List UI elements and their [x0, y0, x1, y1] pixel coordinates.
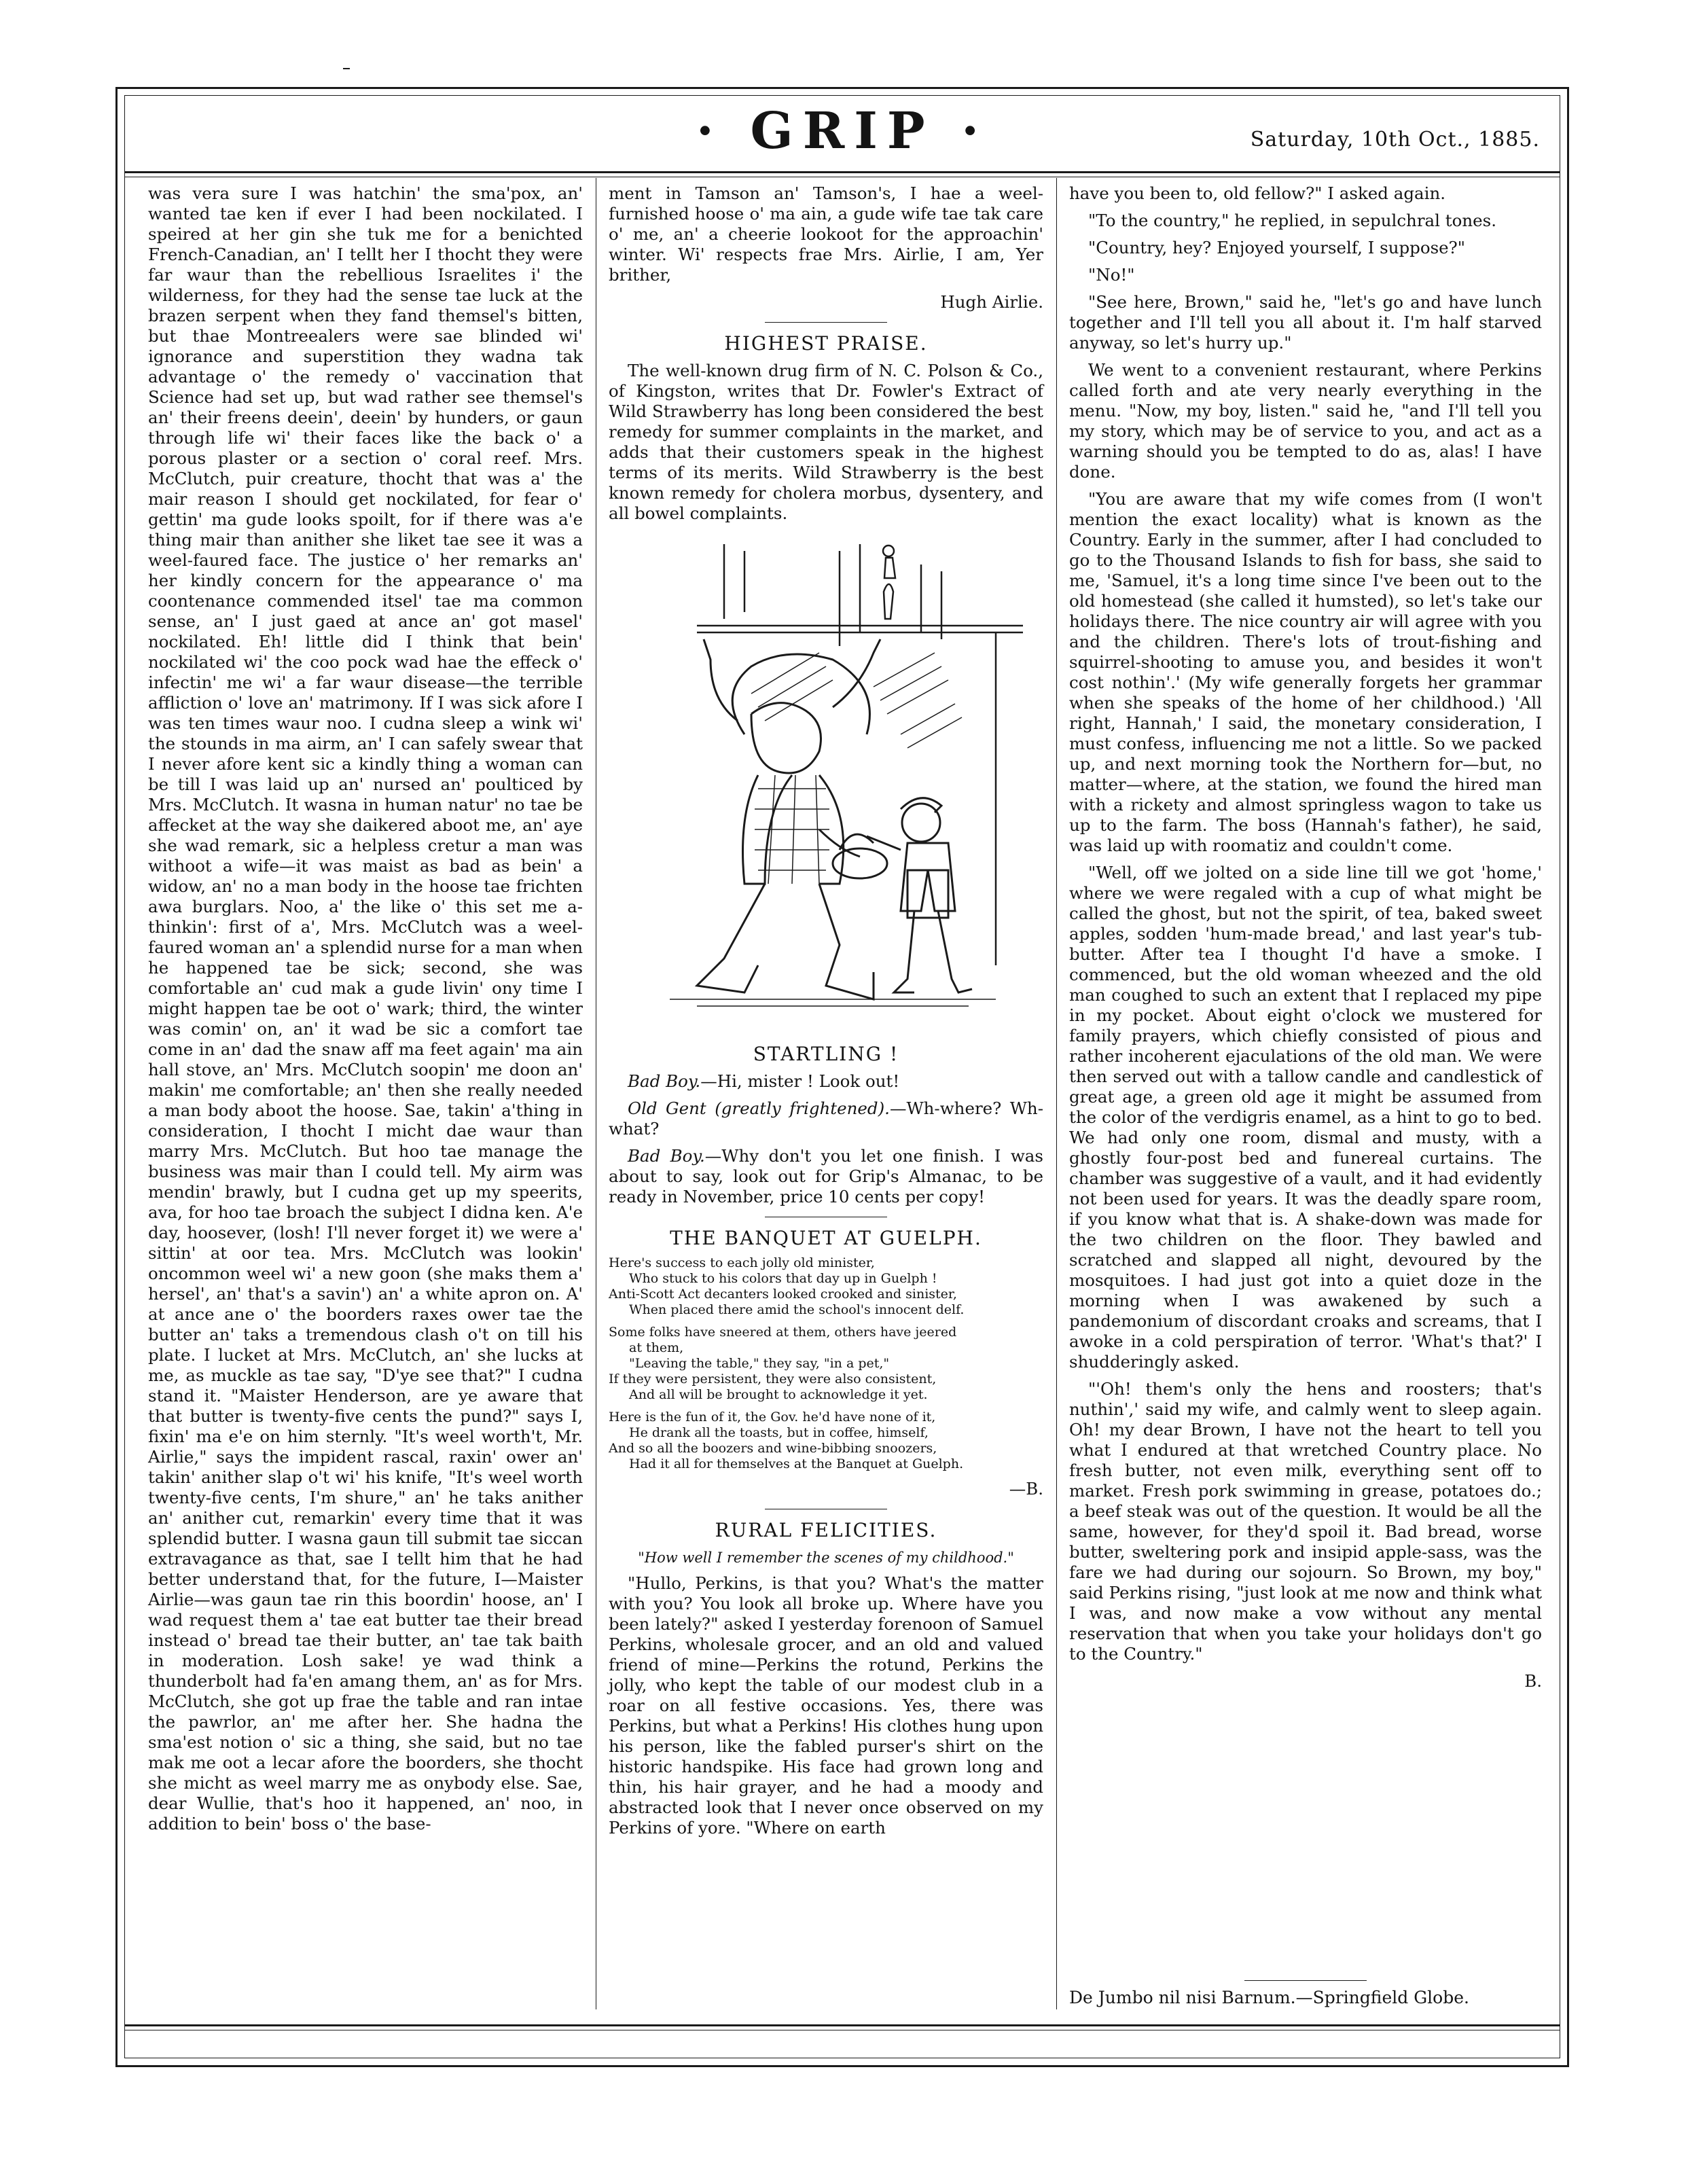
praise-heading: HIGHEST PRAISE.: [724, 332, 928, 355]
section-divider: [1244, 1980, 1367, 1981]
poem-line: at them,: [629, 1340, 684, 1355]
masthead: [124, 95, 1560, 170]
story-paragraph: "To the country," he replied, in sepulchral tones.: [1088, 211, 1497, 230]
footer-rule: [124, 2024, 1560, 2026]
letter-signature: Hugh Airlie.: [940, 292, 1043, 312]
story-paragraph: "You are aware that my wife comes from (I won't mention the exact locality) what is known as the Country. Early in the summer, after I had concluded to go to the Thousand Islands to fish for bass, she said to me, 'Samuel, it's a long time since I've been out to the old homestead (she called it humsted), so let's take our holidays there. The nice country air will agree with you and the children. There's lots of trout-fishing and squirrel-shooting to amuse you, and besides it won't cost nothin'.' (My wife generally forgets her grammar when she speaks of the home of her childhood.) 'All right, Hannah,' I said, the monetary consideration, I must confess, influencing me not a little. So we packed up, and next morning took the Northern for—but, no matter—where, at the station, we found the hired man with a rickety and almost springless wagon to take us up to the farm. The boss (Hannah's father), he said, was laid up with roomatiz and couldn't come.: [1069, 489, 1542, 855]
story-paragraph: "Country, hey? Enjoyed yourself, I suppose?": [1088, 238, 1466, 257]
story-paragraph: have you been to, old fellow?" I asked again.: [1069, 183, 1446, 203]
cartoon-dialogue-line: [609, 1146, 1043, 1207]
publication-title: · GRIP ·: [696, 102, 988, 160]
poem-line: And so all the boozers and wine-bibbing snoozers,: [609, 1441, 937, 1456]
rural-heading: RURAL FELICITIES.: [715, 1519, 937, 1541]
poem-line: "Leaving the table," they say, "in a pet,": [629, 1356, 890, 1371]
poem-stanza: [609, 1255, 1043, 1318]
column-divider: [1056, 178, 1057, 2009]
poem-line: Here is the fun of it, the Gov. he'd have none of it,: [609, 1410, 936, 1425]
poem-stanza: [609, 1325, 1043, 1403]
page-nick-mark: [343, 68, 350, 75]
poem-line: Some folks have sneered at them, others have jeered: [609, 1325, 957, 1340]
story-paragraph: "See here, Brown," said he, "let's go and have lunch together and I'll tell you all about it. I'm half starved anyway, so let's hurry up.": [1069, 292, 1542, 353]
rural-subtitle: "How well I remember the scenes of my childhood.": [638, 1550, 1014, 1566]
rural-paragraph: "Hullo, Perkins, is that you? What's the matter with you? You look all broke up. Where have you been lately?" asked I yesterday forenoon of Samuel Perkins, wholesale grocer, and an old and valued friend of mine—Perkins the rotund, Perkins the jolly, who kept the table of our modest club in a roar on all festive occasions. Yes, there was Perkins, but what a Perkins! His clothes hung upon his person, like the fabled purser's shirt on the historic handspike. His face had grown long and thin, his hair grayer, and he had a moody and abstracted look that I never once observed on my Perkins of yore. "Where on earth: [609, 1573, 1043, 1838]
footnote-quip: [1069, 1980, 1542, 2008]
cartoon-dialogue-line: [609, 1071, 1043, 1092]
poem-line: And all will be brought to acknowledge it yet.: [629, 1387, 928, 1402]
dialogue-speaker: Bad Boy.: [628, 1146, 705, 1166]
story-paragraph: "No!": [1088, 265, 1135, 285]
column-left: [148, 183, 583, 1841]
poem-line: Anti-Scott Act decanters looked crooked and sinister,: [609, 1287, 957, 1302]
article-paragraph: ment in Tamson an' Tamson's, I hae a weel-furnished hoose o' ma ain, a gude wife tae tak care o' me, an' a cheerie lookoot for the approachin' winter. Wi' respects frae Mrs. Airlie, I am, Yer brither,: [609, 183, 1043, 285]
cartoon-caption: STARTLING !: [753, 1043, 899, 1065]
cartoon-dialogue-line: [609, 1098, 1043, 1139]
column-right: [1069, 183, 1542, 1698]
banquet-heading: THE BANQUET AT GUELPH.: [670, 1227, 982, 1249]
masthead-rule: [124, 171, 1560, 173]
poem-signature: —B.: [1009, 1479, 1043, 1499]
issue-date: Saturday, 10th Oct., 1885.: [1250, 128, 1540, 151]
dialogue-text: —Wh-where? Wh-what?: [609, 1098, 1043, 1139]
dialogue-speaker: Bad Boy.: [628, 1071, 701, 1091]
dialogue-text: —Why don't you let one finish. I was about to say, look out for Grip's Almanac, to be ready in November, price 10 cents per copy!: [609, 1146, 1043, 1206]
poem-line: Who stuck to his colors that day up in Guelph !: [629, 1271, 937, 1286]
story-paragraph: "Well, off we jolted on a side line till we got 'home,' where we were regaled with a cup of what might be called the ghost, but not the spirit, of tea, baked sweet apples, sodden 'hum-made bread,' and last year's tub-butter. After tea I thought I'd have a smoke. I commenced, but the old woman wheezed and the old man coughed to such an extent that I replaced my pipe in my pocket. About eight o'clock we mustered for family prayers, which chiefly consisted of pious and rather incoherent ejaculations of the old man. We were then served out with a tallow candle and candlestick of great age, a green old age it might be assumed from the color of the verdigris enamel, as a hint to go to bed. We had only one room, dismal and musty, with a ghostly four-post bed and funereal curtains. The chamber was suggestive of a vault, and it had evidently not been used for years. It was the deadly spare room, if you know what that is. A shake-down was made for the two children on the floor. They bawled and scratched and slapped all night, devoured by the mosquitoes. I had just got into a quiet doze in the morning when I was awakened by such a pandemonium of discordant croaks and screams, that I awoke in a cold perspiration of terror. 'What's that?' I shudderingly asked.: [1069, 863, 1542, 1372]
poem-line: He drank all the toasts, but in coffee, himself,: [629, 1425, 929, 1440]
story-paragraph: We went to a convenient restaurant, where Perkins called forth and ate very nearly everything in the menu. "Now, my boy, listen." said he, "and I'll tell you my story, which may be of service to you, and act as a warning should you be tempted to do as, alas! I have done.: [1069, 360, 1542, 482]
dialogue-speaker: Old Gent (greatly frightened).: [628, 1098, 890, 1118]
column-middle: [609, 183, 1043, 1845]
story-paragraph: "'Oh! them's only the hens and roosters; that's nuthin',' said my wife, and calmly went to sleep again. Oh! my dear Brown, I have not the heart to tell you what I endured at that wretched Country place. No fresh butter, not even milk, everything sent off to market. Fresh pork swimming in grease, potatoes do.; a beef steak was out of the question. It would be all the same, however, for they'd spoil it. Bad bread, worse butter, sweltering pork and insipid apple-sass, was the fare we had during our sojourn. So Brown, my boy," said Perkins rising, "just look at me now and think what I was, and now make a vow without any mental reservation that when you take your holidays don't go to the Country.": [1069, 1379, 1542, 1664]
startling-cartoon: [615, 531, 1037, 1033]
story-signature: B.: [1524, 1671, 1542, 1691]
section-divider: [765, 322, 887, 323]
poem-line: When placed there amid the school's innocent delf.: [629, 1302, 965, 1317]
dialogue-text: —Hi, mister ! Look out!: [700, 1071, 900, 1091]
article-paragraph: was vera sure I was hatchin' the sma'pox, an' wanted tae ken if ever I had been nockilated. I speired at her gin she tuk me for a benichted French-Canadian, an' I tellt her I thocht they were far waur than the rebellious Israelites i' the wilderness, for they had the sense tae luck at the brazen serpent when they fand themsel's bitten, but thae Montreealers were sae blinded wi' ignorance and superstition they wadna tak advantage o' the remedy o' vaccination that Science had set up, but wad rather see themsel's an' their freens deein', deein' by hunders, or gaun through life wi' their faces like the back o' a porous plaster or a section o' coral reef. Mrs. McClutch, puir creature, thocht that was a' the mair reason I should get nockilated, for fear o' gettin' ma gude looks spoilt, for if there was a'e thing mair than anither she liket tae see it was a weel-faured face. The justice o' her remarks an' her kindly concern for the appearance o' ma coontenance commended itsel' tae ma common sense, an' I just gaed at ance an' got masel' nockilated. Eh! little did I think that bein' nockilated wi' the coo pock wad hae the effeck o' infectin' me wi' a far waur disease—the terrible affliction o' love an' matrimony. If I was sick afore I was ten times waur noo. I cudna sleep a wink wi' the stounds in ma airm, an' I can safely swear that I never afore kent sic a kindly thing a woman can be till I was laid up an' nursed an' poulticed by Mrs. McClutch. It wasna in human natur' no tae be affecket at the way she daikered aboot me, an' aye she wad remark, sic a helpless cretur a man was withoot a wife—it was maist as bad as bein' a widow, an' no a man body in the hoose tae frichten awa burglars. Noo, a' the like o' this set me a-thinkin': first of a', Mrs. McClutch was a weel-faured woman an' a splendid nurse for a man when he happened tae be sick; second, she was comfortable an' cud mak a gude livin' ony time I might happen tae be oot o' wark; third, the winter was comin' on, an' it wad be sic a comfort tae come in an' dad the snaw aff ma feet again' ma ain hall stove, an' Mrs. McClutch soopin' me doon an' makin' me comfortable; an' then she really needed a man body aboot the hoose. Sae, takin' a'thing in consideration, I thocht I micht dae waur than marry Mrs. McClutch. But hoo tae manage the business was mair than I could tell. My airm was mendin' brawly, but I cudna get up my speerits, ava, for hoo tae broach the subject I didna ken. A'e day, hoosever, (losh! I'll never forget it) we were a' sittin' at oor tea. Mrs. McClutch was lookin' oncommon weel wi' a new goon (she maks them a' hersel', an' that's a savin') an' a white apron on. A' at ance ane o' the boorders raxes ower tae the butter an' taks a tremendous clash o't on till his plate. I lucket at Mrs. McClutch, an' she lucks at me, as muckle as tae say, "D'ye see that?" I cudna stand it. "Maister Henderson, are ye aware that that butter is twenty-five cents the pund?" says I, fixin' ma e'e on him sternly. "It's weel worth't, Mr. Airlie," says the impident rascal, raxin' ower an' takin' anither slap o't wi' his knife, "It's weel worth twenty-five cents, I'm shure," an' he taks anither an' anither cut, remarkin' every time that it was splendid butter. I wasna gaun till submit tae siccan extravagance as that, sae I tellt him that he had better understand that, for the future, I—Maister Airlie—was gaun tae rin this boordin' hoose, an' I wad request them a' tae eat butter tae their bread instead o' bread tae their butter, an' tae tak baith in moderation. Losh sake! ye wad think a thunderbolt had fa'en amang them, an' as for Mrs. McClutch, she got up frae the table and ran intae the pawrlor, an' me after her. She hadna the sma'est notion o' sic a thing, she said, but no tae mak me oot a lecar afore the boorders, she thocht she micht as weel marry me as onybody else. Sae, dear Wullie, that's hoo it happened, an' noo, in addition to bein' boss o' the base-: [148, 183, 583, 1833]
poem-line: Here's success to each jolly old minister,: [609, 1255, 875, 1270]
praise-paragraph: The well-known drug firm of N. C. Polson & Co., of Kingston, writes that Dr. Fowler's Extract of Wild Strawberry has long been considered the best remedy for summer complaints in the market, and adds that their customers speak in the highest terms of its merits. Wild Strawberry is the best known remedy for cholera morbus, dysentery, and all bowel complaints.: [609, 361, 1043, 523]
poem-stanza: [609, 1410, 1043, 1472]
poem-line: If they were persistent, they were also consistent,: [609, 1372, 937, 1386]
footnote-text: De Jumbo nil nisi Barnum.—Springfield Globe.: [1069, 1988, 1469, 2007]
poem-line: Had it all for themselves at the Banquet at Guelph.: [629, 1456, 964, 1471]
